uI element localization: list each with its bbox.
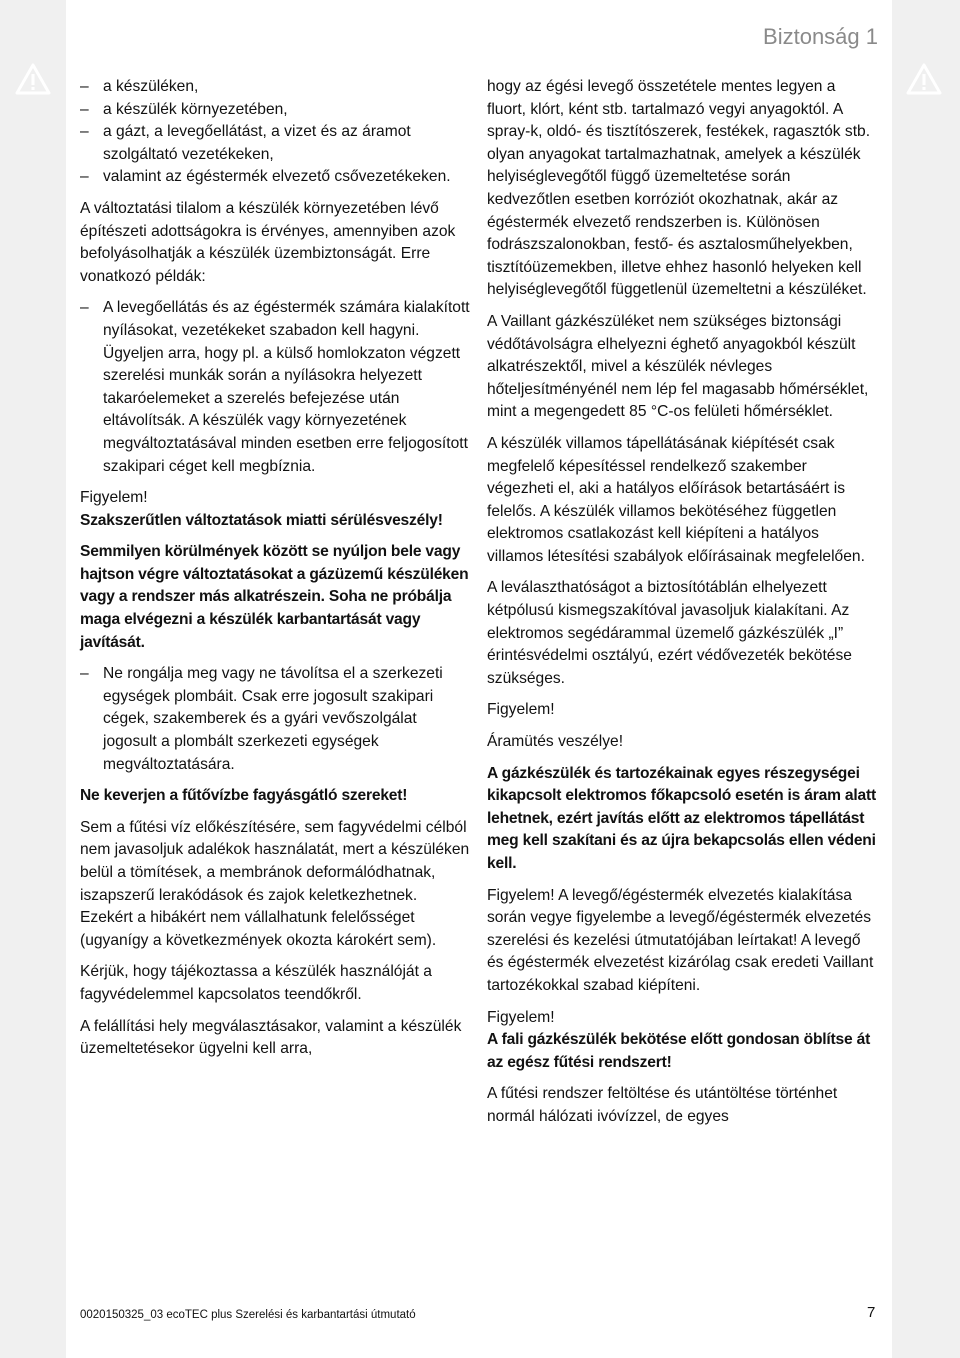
paragraph: A felállítási hely megválasztásakor, valamint a készülék üzemeltetésekor ügyelni kell arra, — [80, 1017, 462, 1058]
paragraph: A fűtési rendszer feltöltése és utántöltése történhet normál hálózati ivóvízzel, de egyes — [487, 1085, 838, 1125]
warning-block — [487, 885, 877, 998]
warning-label: Figyelem! — [487, 886, 555, 904]
page-number: 7 — [867, 1304, 876, 1321]
paragraph: Kérjük, hogy tájékoztassa a készülék használóját a fagyvédelemmel kapcsolatos teendőkről. — [80, 963, 432, 1003]
list-item: – A levegőellátás és az égéstermék számára kialakított nyílásokat, vezetékeket szabadon kell hagyni. Ügyeljen arra, hogy pl. a külső homlokzaton végzett szerelési munkák során a nyílásokra helyezett takaróelemeket a szerelés befejezése után eltávolítsák. A készülék vagy környezetének megváltoztatásával minden esetben erre feljogosított szakipari céget kell megbíznia. — [80, 297, 470, 478]
list-item: – a készüléken, — [80, 76, 470, 99]
right-side-band — [892, 0, 960, 1358]
warning-label: Figyelem! — [487, 701, 555, 719]
warning-text: Semmilyen körülmények között se nyúljon bele vagy hajtson végre változtatásokat a gázüzemű készüléken vagy a rendszer más alkatrészein. Soha ne próbálja maga elvégezni a készülék karbantartását vagy javítását. — [80, 543, 469, 651]
footer-document-reference: 0020150325_03 ecoTEC plus Szerelési és karbantartási útmutató — [80, 1309, 416, 1321]
warning-label: Figyelem! — [487, 1008, 555, 1026]
paragraph: Sem a fűtési víz előkészítésére, sem fagyvédelmi célból nem javasoljuk adalékok használatát, mert a készüléken belül a tömítések, a membránok deformálódhatnak, iszapszerű lerakódások és zajok keletkezhetnek. Ezekért a hibákért nem vállalhatunk felelősséget (ugyanígy a következmények okozta károkért sem). — [80, 818, 470, 949]
warning-triangle-icon — [905, 62, 943, 101]
paragraph: A változtatási tilalom a készülék környezetében lévő építészeti adottságokra is érvényes, amennyiben azok befolyásolhatják a készülék üzembiztonságát. Erre vonatkozó példák: — [80, 199, 456, 285]
paragraph: hogy az égési levegő összetétele mentes legyen a fluort, klórt, ként stb. tartalmazó vegyi anyagoktól. A spray-k, oldó- és tisztítószerek, festékek, ragasztók stb. olyan anyagokat tartalmazhatnak, amelyek a készülék helyiséglevegőtől függő üzemeltetése során kedvezőtlen esetben korróziót okozhatnak, akár az égéstermék elvezető rendszerben is. Különösen fodrászszalonokban, festő- és asztalosműhelyekben, tisztítóüzemekben, illetve ehhez hasonló helyeken kell helyiséglevegőtől függetlenül üzemeltetni a készüléket. — [487, 78, 871, 299]
right-column — [487, 76, 877, 1138]
component-list — [80, 76, 470, 189]
left-side-band — [0, 0, 66, 1358]
example-list — [80, 297, 470, 478]
seal-list — [80, 663, 470, 776]
warning-label: Figyelem! — [80, 489, 148, 507]
warning-heading: Szakszerűtlen változtatások miatti sérülésveszély! — [80, 511, 443, 529]
list-item: – valamint az égéstermék elvezető csővezetékeken. — [80, 166, 470, 189]
page-header-title: Biztonság 1 — [763, 24, 878, 49]
warning-heading: A fali gázkészülék bekötése előtt gondosan öblítse át az egész fűtési rendszert! — [487, 1031, 871, 1071]
list-item: – a készülék környezetében, — [80, 99, 470, 122]
warning-text: A gázkészülék és tartozékainak egyes részegységei kikapcsolt elektromos főkapcsoló esetén is áram alatt lehetnek, ezért javítás előtt az elektromos tápellátást meg kell szakítani és az újra bekapcsolás ellen védeni kell. — [487, 764, 876, 872]
list-item: – a gázt, a levegőellátást, a vizet és az áramot szolgáltató vezetékeken, — [80, 121, 470, 166]
paragraph: A leválaszthatóságot a biztosítótáblán elhelyezett kétpólusú kismegszakítóval javasoljuk kialakítani. Az elektromos segédárammal üzemelő gázkészülék „I” érintésvédelmi osztályú, ezért védővezeték bekötése szükséges. — [487, 579, 852, 687]
warning-triangle-icon — [14, 62, 52, 101]
paragraph: A készülék villamos tápellátásának kiépítését csak megfelelő képesítéssel rendelkező szakember végezheti el, aki a hatályos előírások betartásáért is felelős. A készülék villamos bekötéséhez független elektromos csatlakozást kell kiépíteni a hatályos villamos létesítési szabályok előírásainak megfelelően. — [487, 434, 865, 565]
paragraph: A Vaillant gázkészüléket nem szükséges biztonsági védőtávolságra elhelyezni éghető anyagokból készült alkatrészektől, mivel a készülék névleges hőteljesítményénél nem lép fel magasabb hőmérséklet, mint a megengedett 85 °C-os felületi hőmérséklet. — [487, 312, 869, 421]
list-item: – Ne rongálja meg vagy ne távolítsa el a szerkezeti egységek plombáit. Csak erre jogosult szakipari cégek, szakemberek és a gyári vevőszolgálat jogosult a plombált szerkezeti egységek megváltoztatására. — [80, 663, 470, 776]
warning-text: A levegő/égéstermék elvezetés kialakítása során vegye figyelembe a levegő/égéstermék elvezetés szerelési és kezelési útmutatójában leírtakat! A levegő és égéstermék elvezetést kizárólag csak eredeti Vaillant tartozékokkal szabad kiépíteni. — [487, 886, 874, 994]
warning-heading: Áramütés veszélye! — [487, 733, 624, 751]
left-column — [80, 76, 470, 1070]
frost-heading: Ne keverjen a fűtővízbe fagyásgátló szereket! — [80, 787, 408, 805]
